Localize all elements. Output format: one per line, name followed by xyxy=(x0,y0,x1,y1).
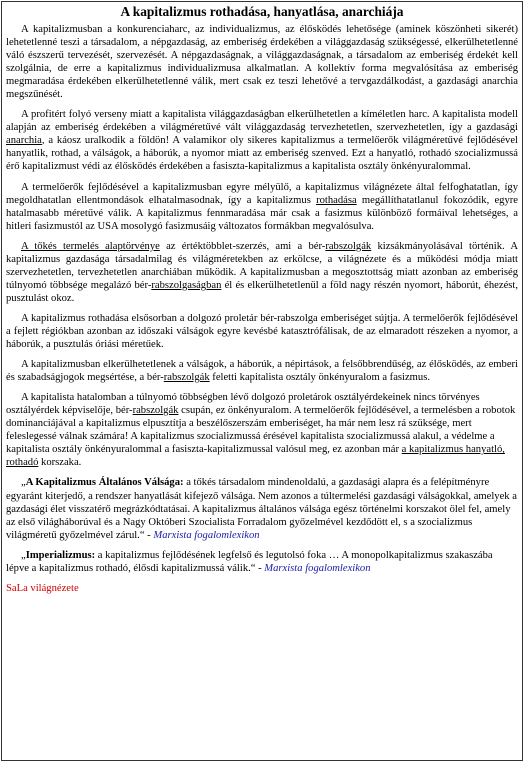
paragraph-2 xyxy=(6,108,518,173)
link-rabszolgasag[interactable]: rabszolgaságban xyxy=(151,279,222,291)
text-run: A profitért folyó verseny miatt a kapitalista világgazdaságban elkerülhetetlen a kíméletlen harc. A kapitalista modell alapján az emberiség érdekében a világméretűvé vált világgazdaság tervezhetetlen, szervezhetetlen, így a gazdasági xyxy=(6,109,518,134)
text-run: korszaka. xyxy=(38,457,82,469)
link-hanyatlo-rothado[interactable]: a kapitalizmus hanyatló, rothadó xyxy=(6,444,505,469)
text-run: él és elkerülhetetlenül a föld nagy részén nyomort, háborút, éhezést, pusztulást okoz. xyxy=(6,279,518,304)
text-run: a tőkés társadalom mindenoldalú, a gazdasági alapra és a felépítményre egyaránt kiterjedő, a rendszer hanyatlását kifejező válsága. Nem azonos a túltermelési gazdasági válságokkal, amelyek a gazdasági élet visszatérő megrázkódtatásai. A kapitalizmus általános válsága egész történelmi korszakot ölel fel, amely az első világháborúval és a Nagy Októberi Szocialista Forradalom győzelmével kezdődött el, s a szocializmus világméretű győzelmével zárul.“ - xyxy=(6,477,517,541)
text-run: kizsákmányolásával történik. A kapitalizmus gazdasága társadalmilag és világméretekben az erkölcse, a világnézete és a működési módja miatt szervezhetetlen, tervezhetetlen anarchiában működik. A kapitalizmusban a megosztottság miatt azonban az emberiség túlnyomó többsége megalázó bér- xyxy=(6,240,518,291)
link-rothadasa[interactable]: rothadása xyxy=(316,194,357,206)
paragraph-5: A kapitalizmus rothadása elsősorban a dolgozó proletár bér-rabszolga emberiséget sújtja. A termelőerők fejlődésével a fejlett régiókban azonban az időszaki válságok egyre kevésbé katasztrófálisak, de az elmaradott részeken a nyomor, a háborúk, a pusztulás óriási méretűek. xyxy=(6,312,518,351)
text-run: az értéktöbblet-szerzés, ami a bér- xyxy=(159,240,326,252)
quote-altalanos-valsag xyxy=(6,476,518,541)
quote-term: Imperializmus: xyxy=(25,549,96,561)
paragraph-1: A kapitalizmusban a konkurenciaharc, az individualizmus, az élősködés lehetősége (aminek köszönheti sikerét) lehetetlenné teszi a társadalom, a népgazdaság, az emberiség érdekében a világgazdaság szükségessé, elkerülhetetlenné váló észszerű tervezését, szervezését. A népgazdaságnak, a világgazdaságnak, a társadalom az emberiség érdekét kell szolgálnia, de erre a kapitalizmus individualizmusa alkalmatlan. A kollektív forma megvalósítása az emberiség megmaradása érdekében elkerülhetetlenné válik, mert csak ez teszi lehetővé a tervgazdálkodást, a gazdasági anarchia megszűnését. xyxy=(6,24,518,101)
link-alaptorveny[interactable]: A tőkés termelés alaptörvénye xyxy=(21,240,160,252)
link-rabszolgak[interactable]: rabszolgák xyxy=(132,405,179,417)
paragraph-6 xyxy=(6,358,518,384)
text-run: megállíthatatlanul fokozódik, egyre hatalmasabb méretűvé válik. A kapitalizmus fennmaradása már csak a fasizmus különböző formáival lehetséges, a hitleri fasizmustól az USA mosolygó fasizmusáig változatos formákban megvalósulva. xyxy=(6,194,519,232)
text-run: feletti kapitalista osztály önkényuralom a fasizmus. xyxy=(209,372,430,384)
signature: SaLa világnézete xyxy=(6,582,79,594)
article-frame xyxy=(1,1,523,761)
link-rabszolgak[interactable]: rabszolgák xyxy=(163,372,210,384)
link-anarchia[interactable]: anarchia xyxy=(6,135,42,147)
page-title: A kapitalizmus rothadása, hanyatlása, anarchiája xyxy=(120,4,404,19)
text-run: A kapitalista hatalomban a túlnyomó többségben lévő dolgozó proletárok osztályérdekeinek nincs törvényes osztályérdek képviselője, bér- xyxy=(6,392,480,417)
quote-open: „ xyxy=(21,549,26,561)
text-run: A kapitalizmusban elkerülhetetlenek a válságok, a háborúk, a népirtások, a felsőbbrendűség, az élősködés, az emberi és szabadságjogok megsértése, a bér- xyxy=(6,359,518,384)
text-run: A termelőerők fejlődésével a kapitalizmusban egyre mélyülő, a kapitalizmus világnézete által felfoghatatlan, így megoldhatatlan ellentmondások elhatalmasodnak, így a kapitalizmus xyxy=(6,181,518,206)
text-run: , a káosz uralkodik a földön! A valamikor oly sikeres kapitalizmus a termelőerők világméretűvé fejlődésével hanyatlik, rothad, a válságok, a háborúk, a nyomor miatt az emberiség szenved. Ezt a hanyatló, rothadó szocializmussá érő kapitalizmust védi az élősködés érdekében a fasiszta-kapitalizmus a kapitalista osztály önkényuralommal. xyxy=(6,135,518,173)
link-rabszolgak[interactable]: rabszolgák xyxy=(325,240,372,252)
paragraph-7 xyxy=(6,391,518,469)
text-run: a kapitalizmus fejlődésének legfelső és legutolsó foka … A monopolkapitalizmus szakaszába lépve a kapitalizmus rothadó, élősdi kapitalizmussá válik.“ - xyxy=(6,549,493,574)
source-link[interactable]: Marxista fogalomlexikon xyxy=(264,562,371,574)
source-link[interactable]: Marxista fogalomlexikon xyxy=(153,529,260,541)
quote-imperializmus xyxy=(6,549,518,575)
paragraph-4 xyxy=(6,240,518,305)
text-run: csupán, ez önkényuralom. A termelőerők fejlődésével, a termelésben a robotok dominanciájával a kapitalizmus elpusztítja a beszélőszerszám emberiséget, ha már nem lesz rá szüksége, mert feleslegessé válnak számára! A kapitalizmus szocializmussá érésével kapitalista szocializmussá alakul, a védelme a kapitalista osztály önkényuralommal a fasiszta-kapitalizmussal valósul meg, ez azonban már xyxy=(6,405,516,456)
paragraph-3 xyxy=(6,181,518,233)
quote-open: „ xyxy=(21,477,26,489)
quote-term: A Kapitalizmus Általános Válsága: xyxy=(25,477,184,489)
